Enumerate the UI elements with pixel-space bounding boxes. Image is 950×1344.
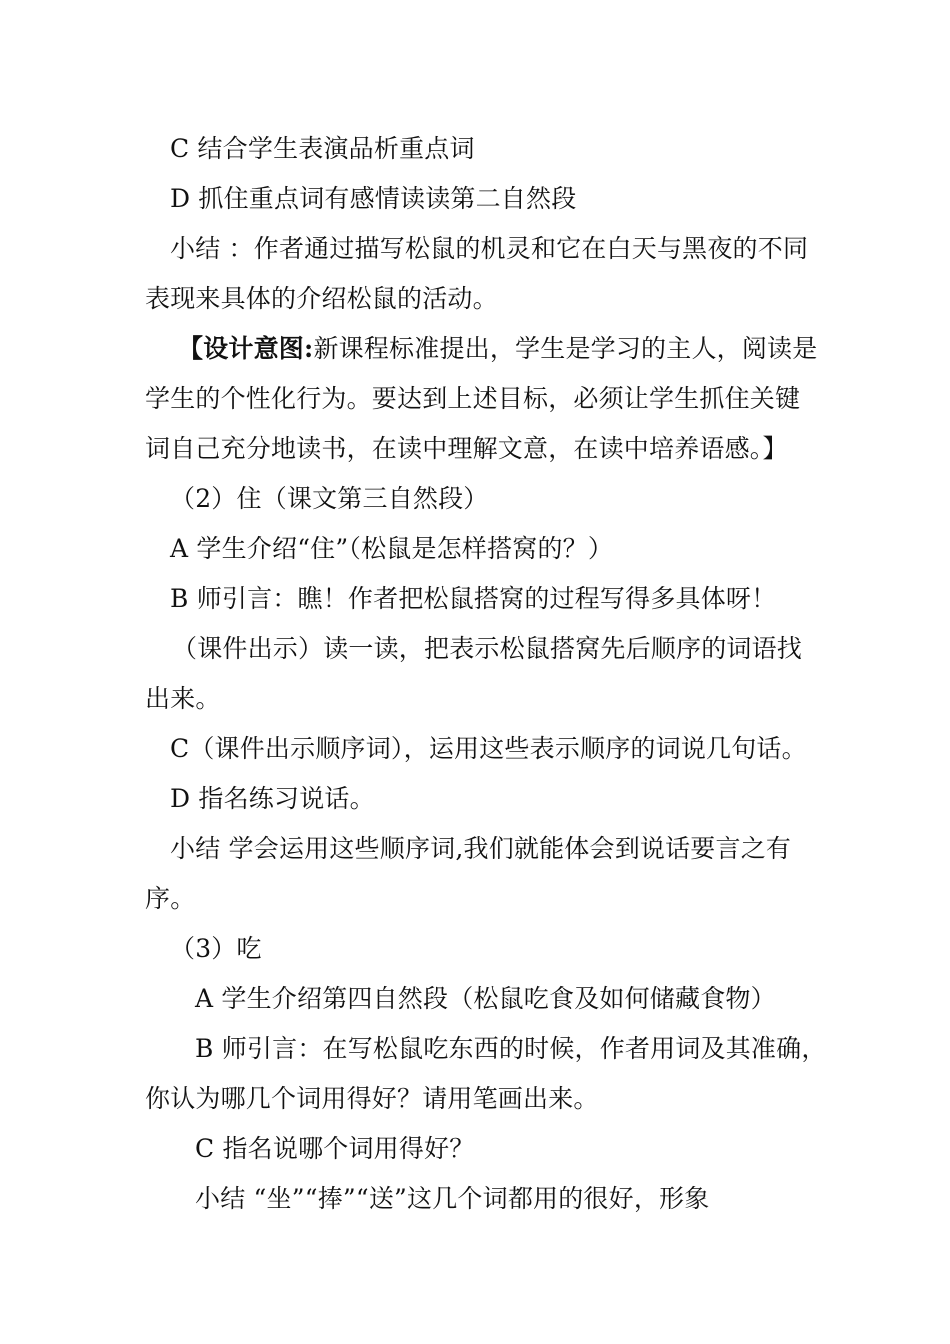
text-line: 出来。 [145,684,221,713]
design-intent-text: 新课程标准提出，学生是学习的主人，阅读是 [313,334,818,363]
text-line: C 结合学生表演品析重点词 [170,134,475,163]
text-line: A 学生介绍“住”（松鼠是怎样搭窝的？） [170,534,614,563]
text-line: 你认为哪几个词用得好？请用笔画出来。 [145,1084,599,1113]
section-heading: （2）住（课文第三自然段） [170,484,489,513]
text-line: B 师引言：瞧！作者把松鼠搭窝的过程写得多具体呀！ [170,584,777,613]
text-line: C（课件出示顺序词），运用这些表示顺序的词说几句话。 [170,734,807,763]
text-line: D 指名练习说话。 [170,784,375,813]
text-line: B 师引言：在写松鼠吃东西的时候，作者用词及其准确， [195,1034,827,1063]
text-line: 小结 学会运用这些顺序词,我们就能体会到说话要言之有 [170,834,792,863]
text-line: 学生的个性化行为。要达到上述目标，必须让学生抓住关键 [145,384,801,413]
text-line: 小结 ：作者通过描写松鼠的机灵和它在白天与黑夜的不同 [170,234,809,263]
text-line: D 抓住重点词有感情读读第二自然段 [170,184,577,213]
section-heading: （3）吃 [170,934,262,963]
text-line: 序。 [145,884,196,913]
text-line: （课件出示）读一读，把表示松鼠搭窝先后顺序的词语找 [172,634,803,663]
text-line: 表现来具体的介绍松鼠的活动。 [145,284,498,313]
text-line: C 指名说哪个词用得好？ [195,1134,475,1163]
text-line: 词自己充分地读书，在读中理解文意，在读中培养语感。】 [145,434,788,463]
text-line: A 学生介绍第四自然段（松鼠吃食及如何储藏食物） [195,984,776,1013]
text-line: 小结 “坐”“捧”“送”这几个词都用的很好，形象 [195,1184,710,1213]
design-intent-line [178,332,846,366]
design-intent-label: 【设计意图: [178,334,314,363]
